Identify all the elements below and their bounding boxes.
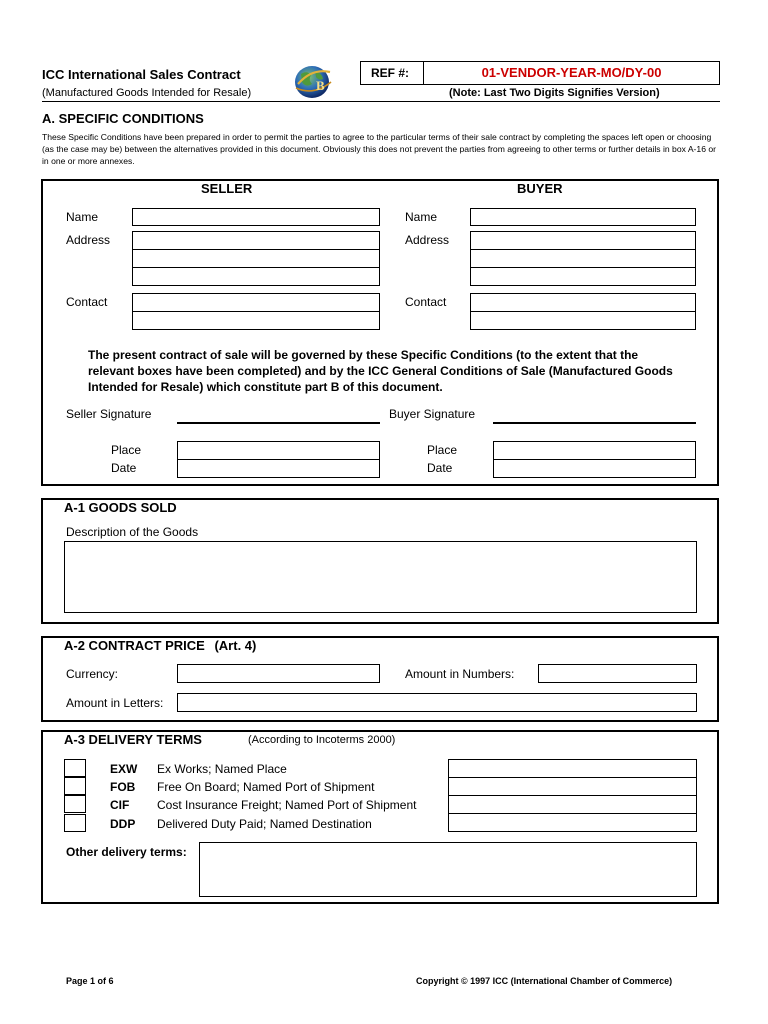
- seller-contact-label: Contact: [66, 295, 108, 309]
- buyer-heading: BUYER: [517, 181, 563, 196]
- cif-checkbox[interactable]: [64, 795, 86, 813]
- delivery-terms-heading: A-3 DELIVERY TERMS: [64, 732, 202, 747]
- seller-address-line-2[interactable]: [132, 249, 380, 268]
- buyer-date-label: Date: [427, 461, 453, 475]
- contract-price-heading: [64, 638, 256, 653]
- amount-letters-field[interactable]: [177, 693, 697, 712]
- exw-code: EXW: [110, 762, 138, 776]
- seller-name-field[interactable]: [132, 208, 380, 226]
- buyer-signature-label: Buyer Signature: [389, 407, 476, 421]
- currency-field[interactable]: [177, 664, 380, 683]
- goods-sold-heading: A-1 GOODS SOLD: [64, 500, 177, 515]
- amount-numbers-label: Amount in Numbers:: [405, 667, 515, 681]
- buyer-contact-line-2[interactable]: [470, 311, 696, 330]
- goods-description-field[interactable]: [64, 541, 697, 613]
- seller-address-line-3[interactable]: [132, 267, 380, 286]
- document-title: ICC International Sales Contract: [42, 67, 241, 82]
- globe-logo-icon: [292, 62, 334, 100]
- fob-code: FOB: [110, 780, 136, 794]
- fob-checkbox[interactable]: [64, 777, 86, 795]
- logo-lettering: B: [316, 78, 325, 93]
- buyer-name-label: Name: [405, 210, 438, 224]
- ddp-code: DDP: [110, 817, 136, 831]
- buyer-place-field[interactable]: [493, 441, 696, 460]
- buyer-address-line-1[interactable]: [470, 231, 696, 250]
- buyer-date-field[interactable]: [493, 459, 696, 478]
- ddp-checkbox[interactable]: [64, 814, 86, 832]
- ref-number-field[interactable]: [423, 61, 720, 85]
- seller-place-field[interactable]: [177, 441, 380, 460]
- buyer-contact-label: Contact: [405, 295, 447, 309]
- seller-date-field[interactable]: [177, 459, 380, 478]
- exw-named-place-field[interactable]: [448, 759, 697, 778]
- section-a-intro: These Specific Conditions have been prepared in order to permit the parties to agree to the particular terms of their sale contract by completing the spaces left open or choosing (as the case may be) between the alternatives provided in this document. Obviously this does not prevent the parties from agreeing to other terms or further details in box A-16 or in one or more annexes.: [42, 132, 717, 166]
- seller-contact-line-2[interactable]: [132, 311, 380, 330]
- header-rule: [42, 101, 720, 102]
- ref-label-cell: [360, 61, 424, 85]
- other-delivery-terms-label: Other delivery terms:: [66, 845, 187, 859]
- buyer-address-label: Address: [405, 233, 450, 247]
- document-subtitle: (Manufactured Goods Intended for Resale): [42, 87, 252, 99]
- section-a-heading: A. SPECIFIC CONDITIONS: [42, 111, 204, 126]
- seller-signature-label: Seller Signature: [66, 407, 152, 421]
- governing-statement: The present contract of sale will be governed by these Specific Conditions (to the extent that the relevant boxes have been completed) and by the ICC General Conditions of Sale (Manufactured Goods Intended for Resale) which constitute part B of this document.: [88, 348, 673, 394]
- seller-date-label: Date: [111, 461, 137, 475]
- exw-description: Ex Works; Named Place: [157, 762, 287, 776]
- exw-checkbox[interactable]: [64, 759, 86, 777]
- page-number: Page 1 of 6: [66, 976, 114, 986]
- buyer-place-label: Place: [427, 443, 458, 457]
- buyer-address-line-2[interactable]: [470, 249, 696, 268]
- ddp-description: Delivered Duty Paid; Named Destination: [157, 817, 372, 831]
- seller-signature-line[interactable]: [177, 422, 380, 424]
- goods-description-label: Description of the Goods: [66, 525, 199, 539]
- contract-price-article: (Art. 4): [214, 638, 257, 653]
- contract-price-heading-text: A-2 CONTRACT PRICE: [64, 638, 205, 653]
- other-delivery-terms-field[interactable]: [199, 842, 697, 897]
- cif-description: Cost Insurance Freight; Named Port of Shipment: [157, 798, 417, 812]
- buyer-signature-line[interactable]: [493, 422, 696, 424]
- seller-name-label: Name: [66, 210, 99, 224]
- buyer-contact-line-1[interactable]: [470, 293, 696, 312]
- fob-port-field[interactable]: [448, 777, 697, 796]
- currency-label: Currency:: [66, 667, 119, 681]
- seller-place-label: Place: [111, 443, 142, 457]
- ref-version-note: (Note: Last Two Digits Signifies Version): [449, 87, 660, 99]
- delivery-terms-note: (According to Incoterms 2000): [248, 734, 396, 746]
- ddp-destination-field[interactable]: [448, 813, 697, 832]
- fob-description: Free On Board; Named Port of Shipment: [157, 780, 375, 794]
- cif-code: CIF: [110, 798, 130, 812]
- seller-heading: SELLER: [201, 181, 253, 196]
- seller-contact-line-1[interactable]: [132, 293, 380, 312]
- copyright-notice: Copyright © 1997 ICC (International Chamber of Commerce): [416, 976, 673, 986]
- buyer-address-line-3[interactable]: [470, 267, 696, 286]
- amount-numbers-field[interactable]: [538, 664, 697, 683]
- seller-address-line-1[interactable]: [132, 231, 380, 250]
- seller-address-label: Address: [66, 233, 111, 247]
- ref-label: REF #:: [371, 66, 410, 80]
- ref-number-value: 01-VENDOR-YEAR-MO/DY-00: [481, 65, 662, 80]
- amount-letters-label: Amount in Letters:: [66, 696, 164, 710]
- cif-port-field[interactable]: [448, 795, 697, 814]
- buyer-name-field[interactable]: [470, 208, 696, 226]
